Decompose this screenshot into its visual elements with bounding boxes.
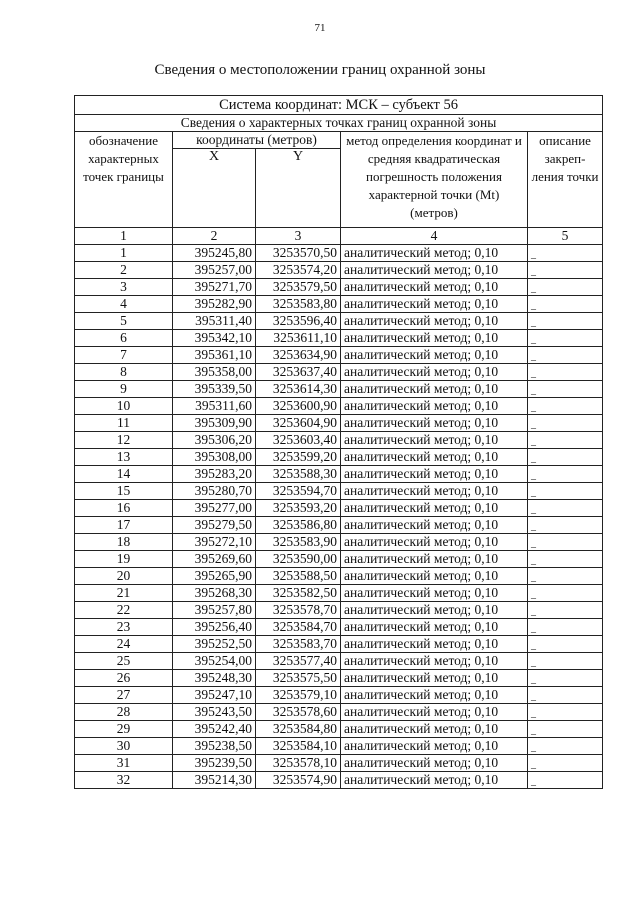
description-cell [528, 313, 603, 330]
x-coordinate-cell: 395256,40 [173, 619, 256, 636]
y-coordinate-cell: 3253584,80 [256, 721, 341, 738]
method-cell: аналитический метод; 0,10 [341, 568, 528, 585]
x-coordinate-cell: 395342,10 [173, 330, 256, 347]
description-cell [528, 330, 603, 347]
description-cell [528, 755, 603, 772]
description-value: _ [531, 708, 536, 719]
y-coordinate-cell: 3253583,80 [256, 296, 341, 313]
table-row [75, 347, 603, 364]
x-coordinate-cell: 395311,40 [173, 313, 256, 330]
point-number-cell: 10 [75, 398, 173, 415]
y-coordinate-cell: 3253578,10 [256, 755, 341, 772]
y-coordinate-cell: 3253614,30 [256, 381, 341, 398]
method-cell: аналитический метод; 0,10 [341, 670, 528, 687]
method-cell: аналитический метод; 0,10 [341, 738, 528, 755]
point-number-cell: 2 [75, 262, 173, 279]
description-cell [528, 245, 603, 262]
description-cell [528, 670, 603, 687]
x-coordinate-cell: 395257,80 [173, 602, 256, 619]
x-coordinate-cell: 395214,30 [173, 772, 256, 789]
header-point-designation: обозначение характерных точек границы [75, 132, 173, 228]
table-row [75, 245, 603, 262]
method-cell: аналитический метод; 0,10 [341, 466, 528, 483]
table-row [75, 296, 603, 313]
method-cell: аналитический метод; 0,10 [341, 772, 528, 789]
method-cell: аналитический метод; 0,10 [341, 704, 528, 721]
y-coordinate-cell: 3253583,70 [256, 636, 341, 653]
point-number-cell: 12 [75, 432, 173, 449]
point-number-cell: 18 [75, 534, 173, 551]
description-value: _ [531, 487, 536, 498]
x-coordinate-cell: 395257,00 [173, 262, 256, 279]
method-cell: аналитический метод; 0,10 [341, 279, 528, 296]
header-y: Y [256, 149, 341, 228]
method-cell: аналитический метод; 0,10 [341, 517, 528, 534]
method-cell: аналитический метод; 0,10 [341, 449, 528, 466]
method-cell: аналитический метод; 0,10 [341, 687, 528, 704]
method-cell: аналитический метод; 0,10 [341, 415, 528, 432]
description-value: _ [531, 759, 536, 770]
point-number-cell: 28 [75, 704, 173, 721]
x-coordinate-cell: 395283,20 [173, 466, 256, 483]
x-coordinate-cell: 395279,50 [173, 517, 256, 534]
point-number-cell: 5 [75, 313, 173, 330]
table-row [75, 551, 603, 568]
column-number-2: 2 [173, 228, 256, 245]
point-number-cell: 11 [75, 415, 173, 432]
y-coordinate-cell: 3253596,40 [256, 313, 341, 330]
method-cell: аналитический метод; 0,10 [341, 534, 528, 551]
description-cell [528, 704, 603, 721]
table-row [75, 636, 603, 653]
table-row [75, 313, 603, 330]
description-cell [528, 466, 603, 483]
description-value: _ [531, 470, 536, 481]
description-value: _ [531, 351, 536, 362]
description-value: _ [531, 538, 536, 549]
method-cell: аналитический метод; 0,10 [341, 381, 528, 398]
y-coordinate-cell: 3253584,70 [256, 619, 341, 636]
table-row [75, 381, 603, 398]
point-number-cell: 15 [75, 483, 173, 500]
y-coordinate-cell: 3253604,90 [256, 415, 341, 432]
table-row [75, 449, 603, 466]
description-value: _ [531, 283, 536, 294]
point-number-cell: 4 [75, 296, 173, 313]
point-number-cell: 21 [75, 585, 173, 602]
point-number-cell: 9 [75, 381, 173, 398]
method-cell: аналитический метод; 0,10 [341, 398, 528, 415]
point-number-cell: 30 [75, 738, 173, 755]
description-value: _ [531, 623, 536, 634]
table-row [75, 466, 603, 483]
description-cell [528, 534, 603, 551]
y-coordinate-cell: 3253593,20 [256, 500, 341, 517]
point-number-cell: 1 [75, 245, 173, 262]
x-coordinate-cell: 395309,90 [173, 415, 256, 432]
description-value: _ [531, 606, 536, 617]
point-number-cell: 20 [75, 568, 173, 585]
x-coordinate-cell: 395269,60 [173, 551, 256, 568]
description-value: _ [531, 402, 536, 413]
x-coordinate-cell: 395239,50 [173, 755, 256, 772]
description-value: _ [531, 453, 536, 464]
description-cell [528, 585, 603, 602]
description-value: _ [531, 657, 536, 668]
header-coordinates: координаты (метров) [173, 132, 341, 149]
x-coordinate-cell: 395252,50 [173, 636, 256, 653]
point-number-cell: 19 [75, 551, 173, 568]
description-value: _ [531, 742, 536, 753]
x-coordinate-cell: 395265,90 [173, 568, 256, 585]
description-cell [528, 381, 603, 398]
y-coordinate-cell: 3253575,50 [256, 670, 341, 687]
description-value: _ [531, 725, 536, 736]
table-row [75, 279, 603, 296]
x-coordinate-cell: 395242,40 [173, 721, 256, 738]
page-number: 71 [314, 22, 326, 34]
x-coordinate-cell: 395280,70 [173, 483, 256, 500]
coordinate-system-row [75, 96, 603, 115]
column-numbers-row [75, 228, 603, 245]
y-coordinate-cell: 3253588,50 [256, 568, 341, 585]
table-row [75, 738, 603, 755]
point-number-cell: 8 [75, 364, 173, 381]
y-coordinate-cell: 3253586,80 [256, 517, 341, 534]
description-cell [528, 415, 603, 432]
table-row [75, 755, 603, 772]
y-coordinate-cell: 3253600,90 [256, 398, 341, 415]
y-coordinate-cell: 3253574,90 [256, 772, 341, 789]
y-coordinate-cell: 3253582,50 [256, 585, 341, 602]
point-number-cell: 26 [75, 670, 173, 687]
x-coordinate-cell: 395308,00 [173, 449, 256, 466]
column-number-5: 5 [528, 228, 603, 245]
description-value: _ [531, 385, 536, 396]
description-cell [528, 602, 603, 619]
method-cell: аналитический метод; 0,10 [341, 721, 528, 738]
table-row [75, 500, 603, 517]
y-coordinate-cell: 3253579,50 [256, 279, 341, 296]
y-coordinate-cell: 3253611,10 [256, 330, 341, 347]
point-number-cell: 24 [75, 636, 173, 653]
header-row-1 [75, 132, 603, 149]
table-row [75, 415, 603, 432]
method-cell: аналитический метод; 0,10 [341, 483, 528, 500]
coordinate-system-label: Система координат: МСК – субъект 56 [75, 96, 603, 115]
column-number-1: 1 [75, 228, 173, 245]
description-value: _ [531, 640, 536, 651]
point-number-cell: 29 [75, 721, 173, 738]
method-cell: аналитический метод; 0,10 [341, 585, 528, 602]
description-cell [528, 721, 603, 738]
description-cell [528, 619, 603, 636]
table-row [75, 262, 603, 279]
table-row [75, 670, 603, 687]
method-cell: аналитический метод; 0,10 [341, 551, 528, 568]
y-coordinate-cell: 3253590,00 [256, 551, 341, 568]
method-cell: аналитический метод; 0,10 [341, 653, 528, 670]
method-cell: аналитический метод; 0,10 [341, 602, 528, 619]
table-row [75, 585, 603, 602]
point-number-cell: 31 [75, 755, 173, 772]
description-cell [528, 772, 603, 789]
point-number-cell: 17 [75, 517, 173, 534]
x-coordinate-cell: 395339,50 [173, 381, 256, 398]
table-row [75, 619, 603, 636]
document-title: Сведения о местоположении границ охранной зоны [154, 62, 486, 78]
y-coordinate-cell: 3253578,60 [256, 704, 341, 721]
table-row [75, 432, 603, 449]
point-number-cell: 6 [75, 330, 173, 347]
description-value: _ [531, 521, 536, 532]
description-value: _ [531, 691, 536, 702]
table-row [75, 330, 603, 347]
y-coordinate-cell: 3253599,20 [256, 449, 341, 466]
x-coordinate-cell: 395311,60 [173, 398, 256, 415]
description-value: _ [531, 555, 536, 566]
method-cell: аналитический метод; 0,10 [341, 619, 528, 636]
description-cell [528, 432, 603, 449]
y-coordinate-cell: 3253584,10 [256, 738, 341, 755]
description-value: _ [531, 368, 536, 379]
description-value: _ [531, 776, 536, 787]
point-number-cell: 14 [75, 466, 173, 483]
description-cell [528, 687, 603, 704]
x-coordinate-cell: 395358,00 [173, 364, 256, 381]
point-number-cell: 27 [75, 687, 173, 704]
description-cell [528, 483, 603, 500]
table-row [75, 653, 603, 670]
y-coordinate-cell: 3253588,30 [256, 466, 341, 483]
method-cell: аналитический метод; 0,10 [341, 347, 528, 364]
y-coordinate-cell: 3253637,40 [256, 364, 341, 381]
method-cell: аналитический метод; 0,10 [341, 432, 528, 449]
method-cell: аналитический метод; 0,10 [341, 364, 528, 381]
point-number-cell: 32 [75, 772, 173, 789]
description-value: _ [531, 249, 536, 260]
point-number-cell: 16 [75, 500, 173, 517]
method-cell: аналитический метод; 0,10 [341, 313, 528, 330]
y-coordinate-cell: 3253579,10 [256, 687, 341, 704]
header-description: описание закреп-ления точки [528, 132, 603, 228]
x-coordinate-cell: 395254,00 [173, 653, 256, 670]
header-method: метод определения координат и средняя квадратическая погрешность положения характерной точки (Mt) (метров) [341, 132, 528, 228]
y-coordinate-cell: 3253603,40 [256, 432, 341, 449]
table-row [75, 772, 603, 789]
description-cell [528, 551, 603, 568]
point-number-cell: 13 [75, 449, 173, 466]
description-value: _ [531, 300, 536, 311]
y-coordinate-cell: 3253594,70 [256, 483, 341, 500]
x-coordinate-cell: 395245,80 [173, 245, 256, 262]
table-row [75, 568, 603, 585]
y-coordinate-cell: 3253570,50 [256, 245, 341, 262]
description-cell [528, 653, 603, 670]
point-number-cell: 22 [75, 602, 173, 619]
description-cell [528, 296, 603, 313]
description-cell [528, 398, 603, 415]
table-row [75, 721, 603, 738]
description-cell [528, 347, 603, 364]
method-cell: аналитический метод; 0,10 [341, 245, 528, 262]
description-value: _ [531, 419, 536, 430]
table-row [75, 704, 603, 721]
y-coordinate-cell: 3253577,40 [256, 653, 341, 670]
x-coordinate-cell: 395272,10 [173, 534, 256, 551]
y-coordinate-cell: 3253634,90 [256, 347, 341, 364]
description-cell [528, 279, 603, 296]
description-cell [528, 636, 603, 653]
x-coordinate-cell: 395271,70 [173, 279, 256, 296]
point-number-cell: 7 [75, 347, 173, 364]
table-row [75, 687, 603, 704]
description-value: _ [531, 317, 536, 328]
x-coordinate-cell: 395282,90 [173, 296, 256, 313]
column-number-3: 3 [256, 228, 341, 245]
table-row [75, 398, 603, 415]
description-cell [528, 568, 603, 585]
description-value: _ [531, 436, 536, 447]
table-row [75, 364, 603, 381]
description-cell [528, 364, 603, 381]
description-cell [528, 500, 603, 517]
table-subtitle-row [75, 115, 603, 132]
description-value: _ [531, 589, 536, 600]
y-coordinate-cell: 3253583,90 [256, 534, 341, 551]
x-coordinate-cell: 395306,20 [173, 432, 256, 449]
description-cell [528, 738, 603, 755]
table-row [75, 602, 603, 619]
description-value: _ [531, 572, 536, 583]
y-coordinate-cell: 3253578,70 [256, 602, 341, 619]
x-coordinate-cell: 395277,00 [173, 500, 256, 517]
table-row [75, 517, 603, 534]
description-value: _ [531, 334, 536, 345]
description-cell [528, 262, 603, 279]
point-number-cell: 3 [75, 279, 173, 296]
y-coordinate-cell: 3253574,20 [256, 262, 341, 279]
point-number-cell: 23 [75, 619, 173, 636]
table-row [75, 483, 603, 500]
x-coordinate-cell: 395247,10 [173, 687, 256, 704]
description-value: _ [531, 504, 536, 515]
x-coordinate-cell: 395243,50 [173, 704, 256, 721]
method-cell: аналитический метод; 0,10 [341, 636, 528, 653]
method-cell: аналитический метод; 0,10 [341, 755, 528, 772]
header-x: X [173, 149, 256, 228]
x-coordinate-cell: 395238,50 [173, 738, 256, 755]
boundary-points-table [74, 95, 603, 789]
x-coordinate-cell: 395248,30 [173, 670, 256, 687]
description-value: _ [531, 266, 536, 277]
description-cell [528, 517, 603, 534]
method-cell: аналитический метод; 0,10 [341, 262, 528, 279]
description-cell [528, 449, 603, 466]
x-coordinate-cell: 395361,10 [173, 347, 256, 364]
method-cell: аналитический метод; 0,10 [341, 296, 528, 313]
method-cell: аналитический метод; 0,10 [341, 500, 528, 517]
description-value: _ [531, 674, 536, 685]
table-row [75, 534, 603, 551]
table-subtitle: Сведения о характерных точках границ охранной зоны [75, 115, 603, 132]
method-cell: аналитический метод; 0,10 [341, 330, 528, 347]
column-number-4: 4 [341, 228, 528, 245]
x-coordinate-cell: 395268,30 [173, 585, 256, 602]
point-number-cell: 25 [75, 653, 173, 670]
